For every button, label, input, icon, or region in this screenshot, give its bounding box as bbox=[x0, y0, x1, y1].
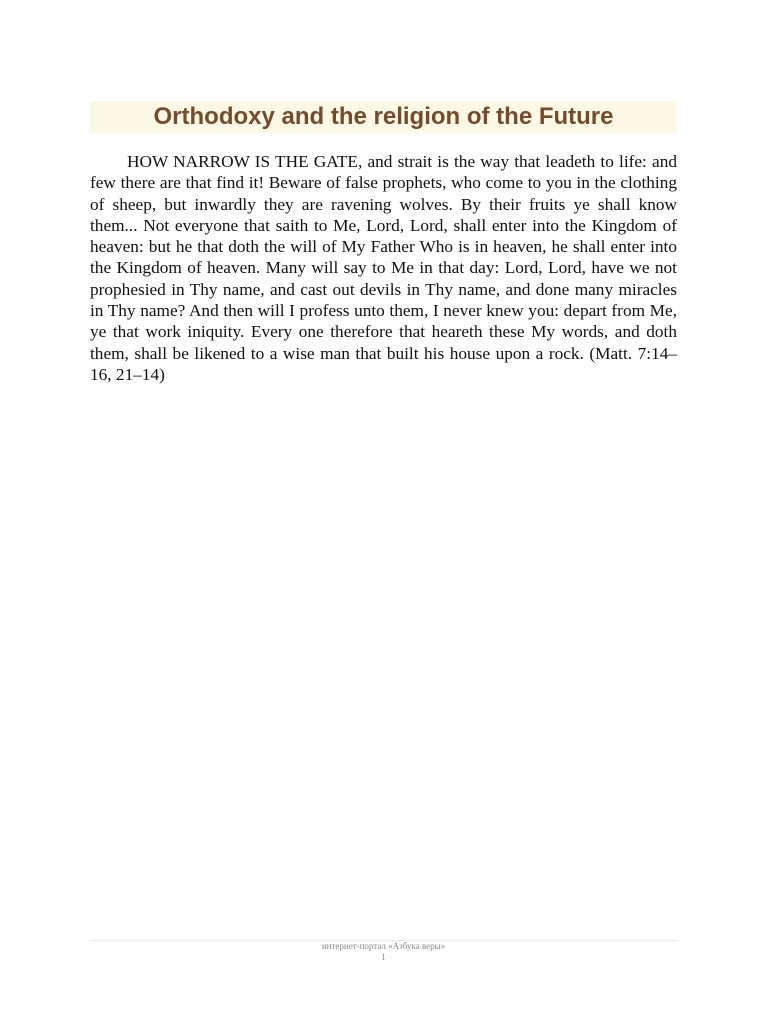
body-paragraph: HOW NARROW IS THE GATE, and strait is the way that leadeth to life: and few there are that find it! Beware of false prophets, who come to you in the clothing of sheep, but inwardly they are ravening wolves. By their fruits ye shall know them... Not everyone that saith to Me, Lord, Lord, shall enter into the Kingdom of heaven: but he that doth the will of My Father Who is in heaven, he shall enter into the Kingdom of heaven. Many will say to Me in that day: Lord, Lord, have we not prophesied in Thy name, and cast out devils in Thy name, and done many miracles in Thy name? And then will I profess unto them, I never knew you: depart from Me, ye that work iniquity. Every one therefore that heareth these My words, and doth them, shall be likened to a wise man that built his house upon a rock. (Matt. 7:14–16, 21–14) bbox=[90, 152, 677, 384]
footer-portal-label: интернет-портал «Азбука веры» bbox=[321, 941, 446, 951]
title-band bbox=[90, 101, 677, 133]
page-title: Orthodoxy and the religion of the Future bbox=[153, 103, 614, 130]
page-number: 1 bbox=[381, 952, 386, 962]
